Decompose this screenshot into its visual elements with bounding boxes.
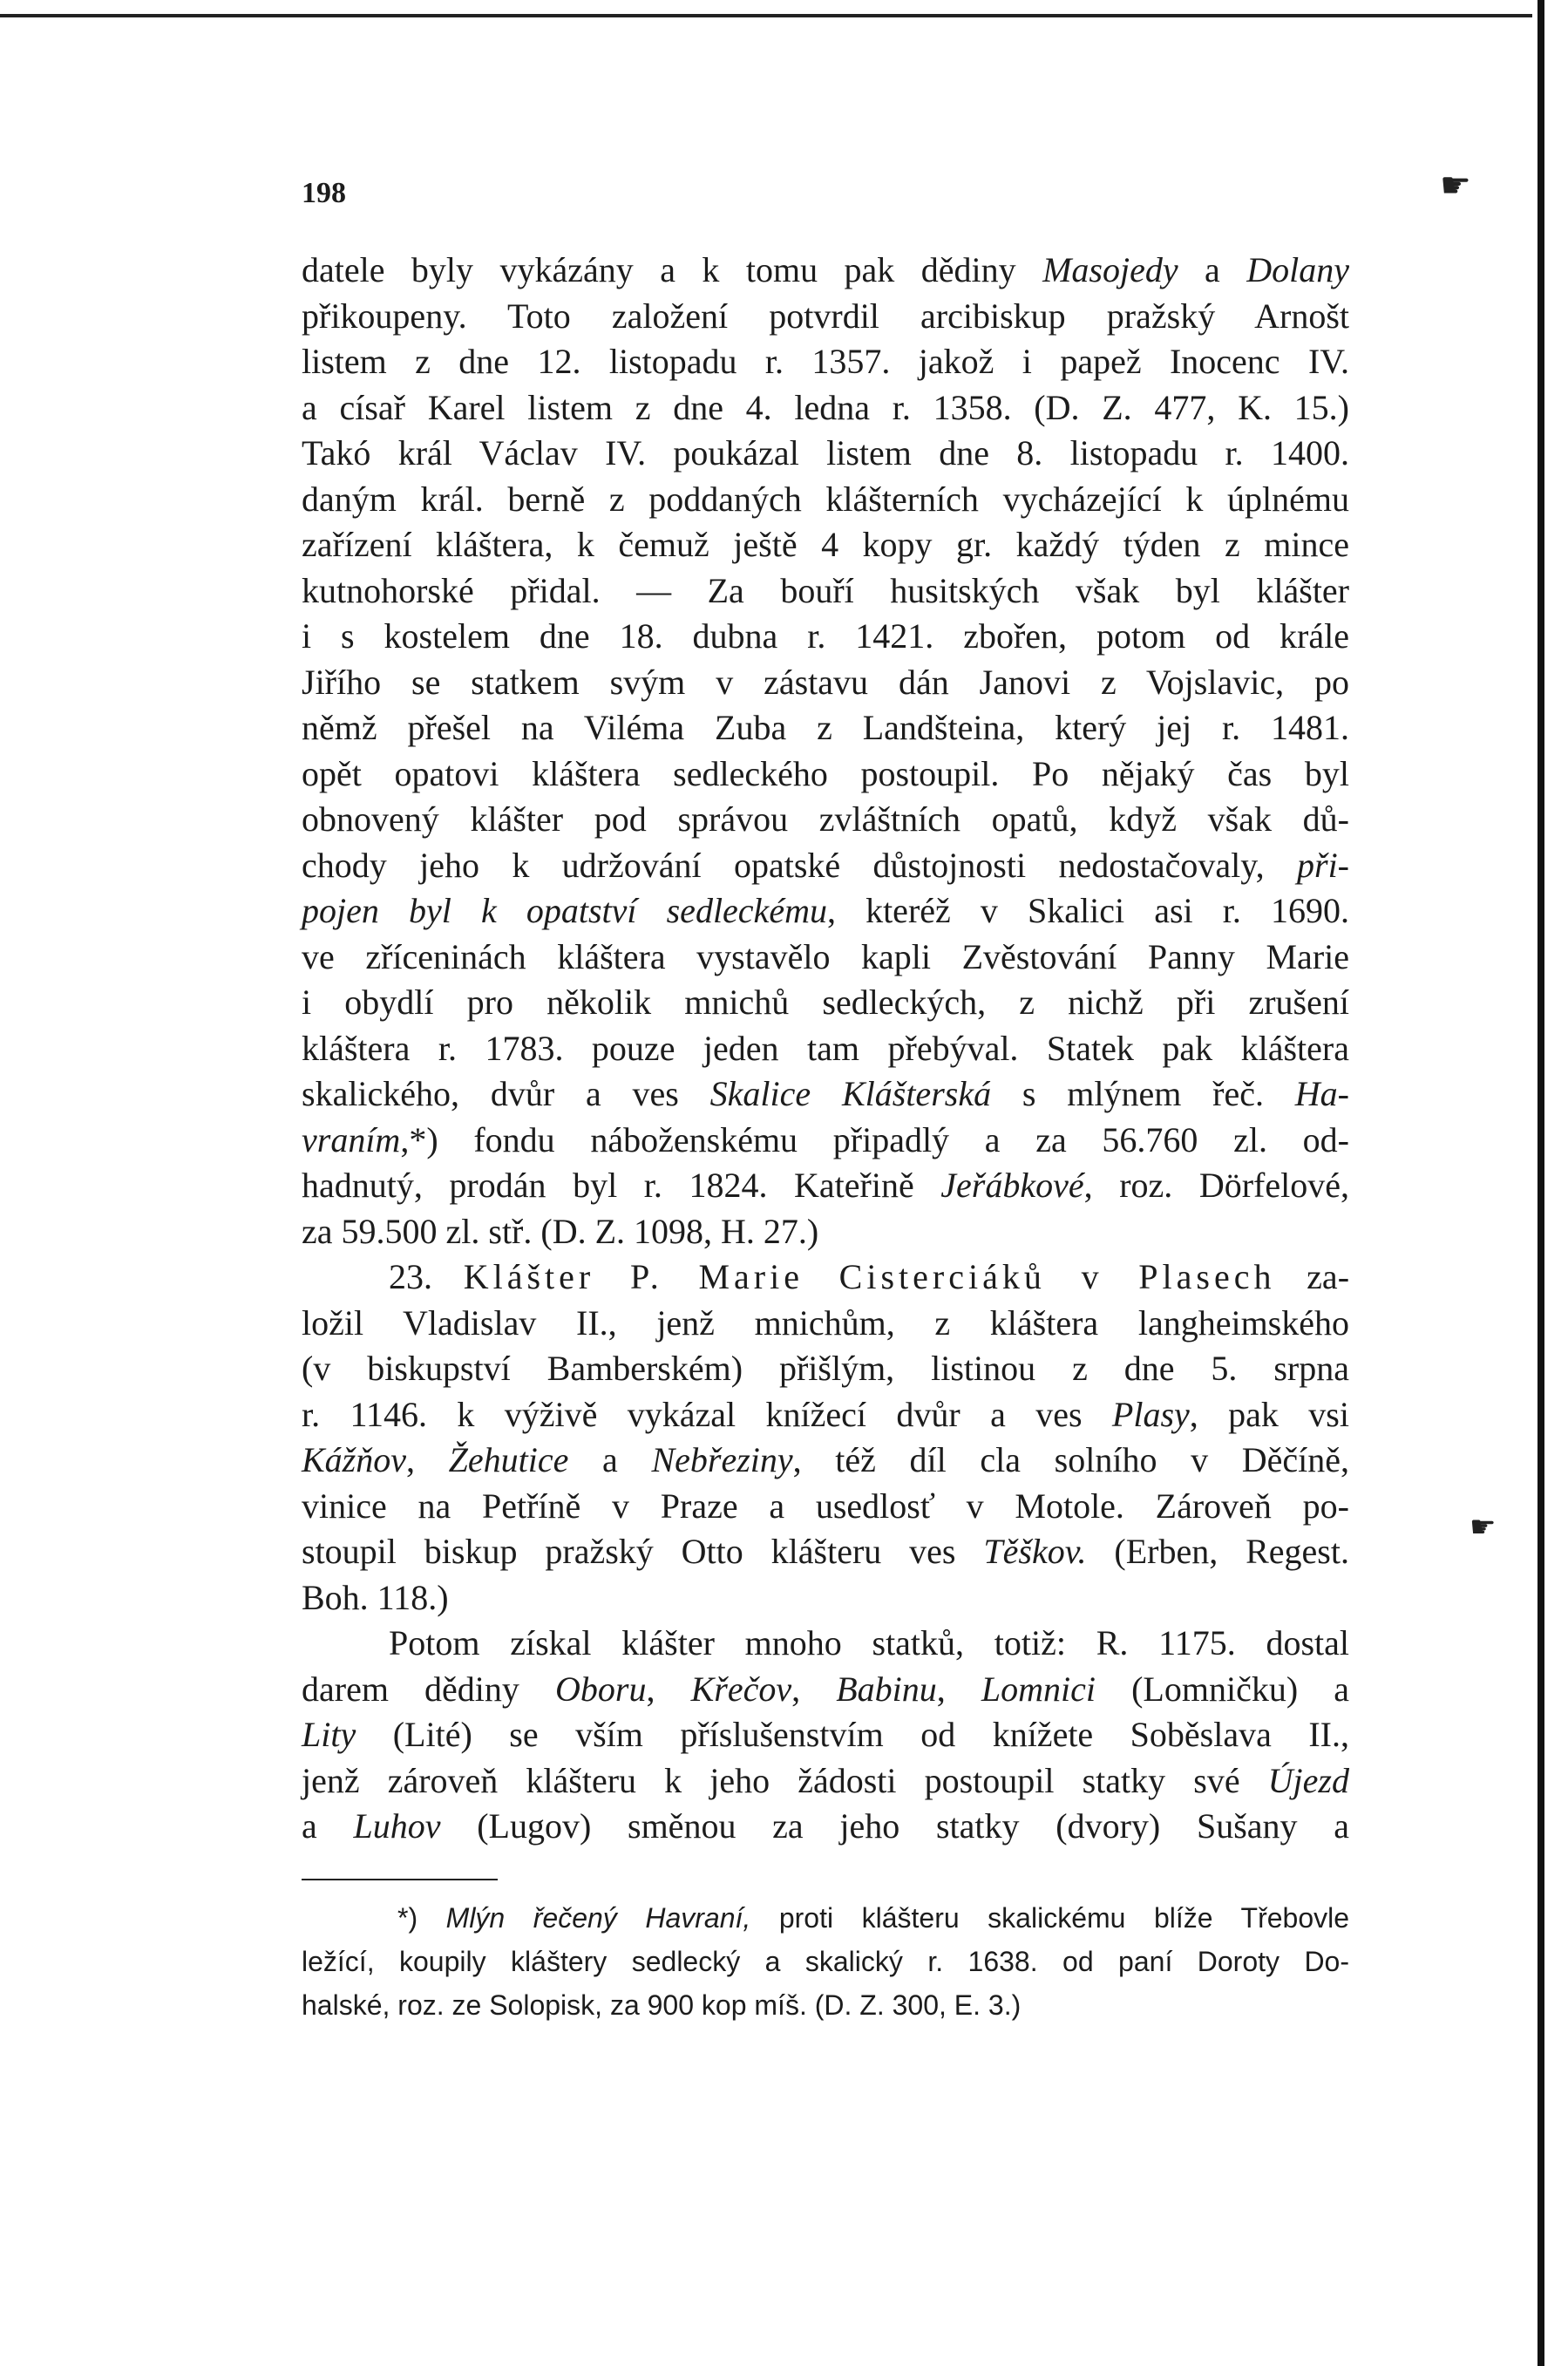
text-run: a <box>302 1806 354 1846</box>
footnote-line: ležící, koupily kláštery sedlecký a skalický r. 1638. od paní Doroty Do- <box>302 1946 1349 1977</box>
text-line: i obydlí pro několik mnichů sedleckých, z nichž při zrušení <box>302 982 1349 1022</box>
text-line: přikoupeny. Toto založení potvrdil arcibiskup pražský Arnošt <box>302 296 1349 336</box>
text-run: , pak vsi <box>1189 1394 1349 1434</box>
text-run: , kteréž v Skalici asi r. 1690. <box>826 891 1349 930</box>
text-run: (Lomničku) a <box>1096 1669 1350 1709</box>
text-line: daným král. berně z poddaných klášterních vycházející k úplnému <box>302 479 1349 519</box>
italic-place-name: Žehutice <box>448 1440 569 1479</box>
text-run: jenž zároveň klášteru k jeho žádosti postoupil statky své <box>302 1760 1268 1800</box>
text-run: s mlýnem řeč. <box>991 1074 1295 1113</box>
text-run: chody jeho k udržování opatské důstojnosti nedostačovaly, <box>302 845 1297 885</box>
text-line: a císař Karel listem z dne 4. ledna r. 1358. (D. Z. 477, K. 15.) <box>302 387 1349 427</box>
italic-place-name: Těškov. <box>983 1532 1087 1571</box>
text-line: vinice na Petříně v Praze a usedlosť v Motole. Zároveň po- <box>302 1486 1349 1526</box>
text-line: ložil Vladislav II., jenž mnichům, z kláštera langheimského <box>302 1302 1349 1343</box>
text-run: skalického, dvůr a ves <box>302 1074 710 1113</box>
text-line <box>302 1667 1349 1713</box>
text-run: (Lité) se vším příslušenstvím od knížete Soběslava II., <box>356 1715 1349 1754</box>
text-run: , též díl cla solního v Děčíně, <box>792 1440 1350 1479</box>
text-line: Boh. 118.) <box>302 1577 449 1617</box>
text-line <box>302 1392 1349 1438</box>
text-run: ,*) fondu náboženskému připadlý a za 56.760 zl. od- <box>400 1119 1349 1159</box>
text-line: Jiřího se statkem svým v zástavu dán Janovi z Vojslavic, po <box>302 662 1349 702</box>
italic-place-name: Újezd <box>1267 1760 1349 1800</box>
text-line <box>302 1438 1349 1484</box>
text-run: , <box>646 1669 691 1709</box>
text-line: za 59.500 zl. stř. (D. Z. 1098, H. 27.) <box>302 1211 819 1251</box>
text-run: , <box>406 1440 449 1479</box>
text-line: Potom získal klášter mnoho statků, totiž: R. 1175. dostal <box>389 1623 1349 1662</box>
italic-place-name: Lomnici <box>981 1669 1096 1709</box>
italic-phrase: při- <box>1297 845 1349 885</box>
text-line: opět opatovi kláštera sedleckého postoupil. Po nějaký čas byl <box>302 753 1349 793</box>
text-run: , <box>936 1669 981 1709</box>
text-run: datele byly vykázány a k tomu pak dědiny <box>302 250 1043 289</box>
italic-phrase: pojen byl k opatství sedleckému <box>302 891 827 930</box>
footnote-line <box>302 1896 1349 1940</box>
italic-phrase: Mlýn řečený Havraní, <box>445 1902 751 1934</box>
text-run: (Lugov) směnou za jeho statky (dvory) Sušany a <box>440 1806 1349 1846</box>
italic-person-name: Jeřábkové <box>940 1166 1084 1205</box>
top-edge-rule <box>0 0 1568 17</box>
text-line <box>302 1804 1349 1850</box>
footnote-divider <box>302 1879 498 1880</box>
text-line <box>302 843 1349 889</box>
italic-place-name: Babinu <box>836 1669 937 1709</box>
text-run: hadnutý, prodán byl r. 1824. Kateřině <box>302 1166 941 1205</box>
italic-place-name: Plasy <box>1111 1394 1190 1434</box>
italic-place-name: Dolany <box>1246 250 1349 289</box>
body-text <box>302 248 1349 1850</box>
text-run: za- <box>1275 1257 1350 1296</box>
text-line <box>302 1163 1349 1209</box>
text-line <box>302 1758 1349 1805</box>
italic-place-name: Masojedy <box>1042 250 1178 289</box>
italic-place-name: Křečov <box>690 1669 792 1709</box>
footnotes <box>302 1896 1349 2027</box>
text-run: r. 1146. k výživě vykázal knížecí dvůr a ves <box>302 1394 1112 1434</box>
text-run: a <box>568 1440 652 1479</box>
text-line: zařízení kláštera, k čemuž ještě 4 kopy gr. každý týden z mince <box>302 525 1349 564</box>
text-line <box>302 1712 1349 1758</box>
text-line: obnovený klášter pod správou zvláštních opatů, když však dů- <box>302 799 1349 839</box>
italic-place-name: Ha- <box>1294 1074 1349 1113</box>
text-line: (v biskupství Bamberském) přišlým, listinou z dne 5. srpna <box>302 1349 1349 1388</box>
footnote-line: halské, roz. ze Solopisk, za 900 kop míš. (D. Z. 300, E. 3.) <box>302 1989 1022 2021</box>
text-line: listem z dne 12. listopadu r. 1357. jakož i papež Inocenc IV. <box>302 342 1349 381</box>
text-run: proti klášteru skalickému blíže Třebovle <box>750 1902 1350 1934</box>
text-run: , <box>791 1669 837 1709</box>
text-line <box>302 888 1349 935</box>
italic-place-name: Nebřeziny <box>651 1440 793 1479</box>
italic-place-name: Luhov <box>353 1806 441 1846</box>
text-line <box>302 1118 1349 1164</box>
text-run: a <box>1178 250 1247 289</box>
text-line <box>302 1529 1349 1575</box>
section-number: 23. <box>389 1257 464 1296</box>
text-line: kutnohorské přidal. — Za bouří husitských však byl klášter <box>302 570 1349 610</box>
text-line <box>302 248 1349 294</box>
section-heading-line <box>302 1254 1349 1301</box>
text-run: (Erben, Regest. <box>1086 1532 1349 1571</box>
footnote-marker: *) <box>397 1902 446 1934</box>
italic-place-name: Skalice Klášterská <box>709 1074 992 1113</box>
gutter-line <box>1537 0 1544 2366</box>
text-line: kláštera r. 1783. pouze jeden tam přebýval. Statek pak kláštera <box>302 1028 1349 1068</box>
text-line: ve zříceninách kláštera vystavělo kapli Zvěstování Panny Marie <box>302 936 1349 976</box>
text-run: darem dědiny <box>302 1669 556 1709</box>
text-run: , roz. Dörfelové, <box>1083 1166 1349 1205</box>
section-title: Klášter P. Marie Cisterciáků v Plasech <box>463 1257 1276 1296</box>
italic-place-name: Oboru <box>555 1669 647 1709</box>
text-run: stoupil biskup pražský Otto klášteru ves <box>302 1532 984 1571</box>
text-line: i s kostelem dne 18. dubna r. 1421. zbořen, potom od krále <box>302 616 1349 656</box>
text-line: Takó král Václav IV. poukázal listem dne 8. listopadu r. 1400. <box>302 433 1349 473</box>
italic-place-name: vraním <box>302 1119 401 1159</box>
page-gutter <box>1532 0 1568 2366</box>
pointing-hand-icon: ☛ <box>1440 166 1471 206</box>
text-line <box>302 1071 1349 1118</box>
italic-place-name: Lity <box>302 1715 356 1754</box>
page-number: 198 <box>302 177 346 209</box>
pointing-hand-icon: ☛ <box>1470 1510 1497 1545</box>
italic-place-name: Kážňov <box>302 1440 406 1479</box>
text-line: němž přešel na Viléma Zuba z Landšteina, který jej r. 1481. <box>302 708 1349 747</box>
